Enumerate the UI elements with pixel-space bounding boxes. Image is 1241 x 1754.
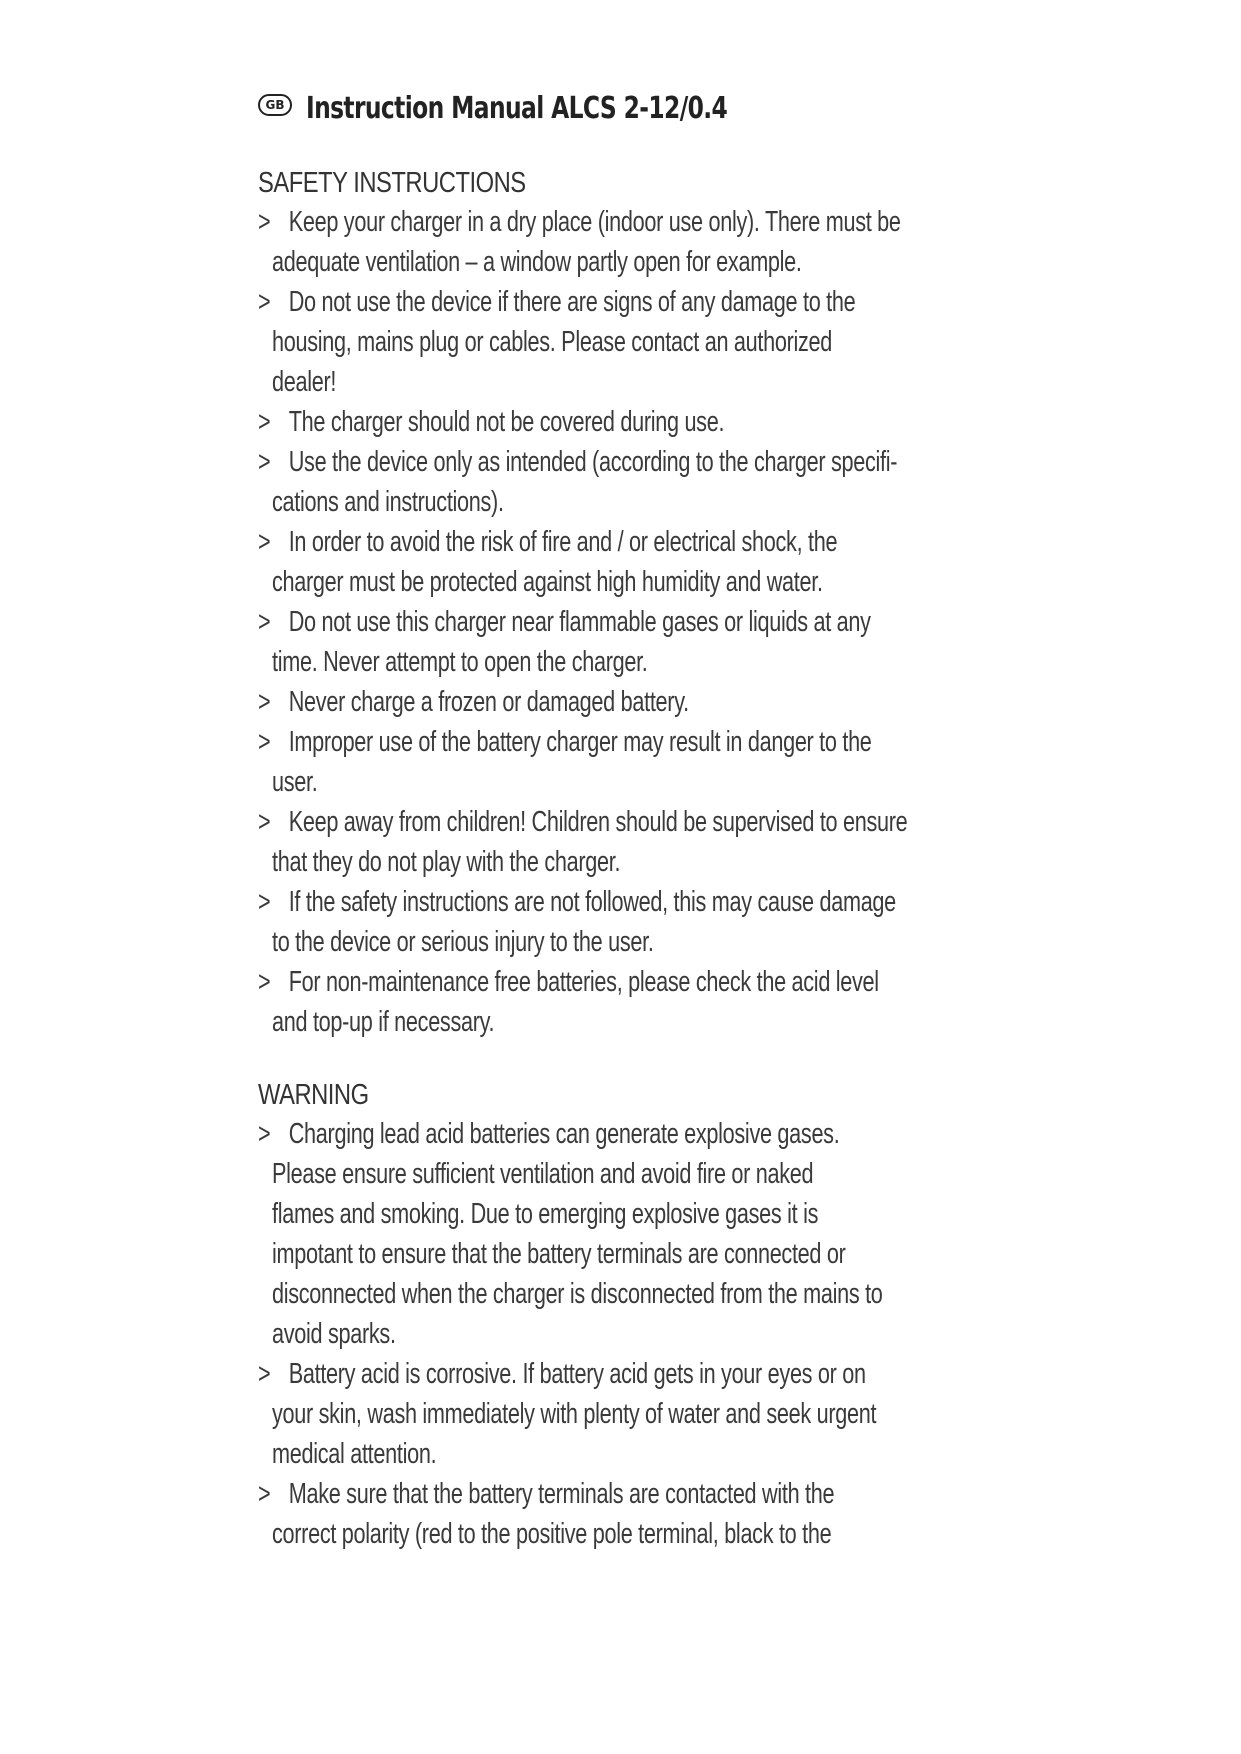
safety-item-line: Do not use this charger near flammable gases or liquids at any: [288, 606, 871, 638]
warning-item-3: [258, 1474, 1018, 1554]
safety-item-4: [258, 442, 1018, 522]
bullet-marker: >: [258, 206, 271, 238]
bullet-marker: >: [258, 806, 271, 838]
bullet-marker: >: [258, 1358, 271, 1390]
safety-item-line: For non-maintenance free batteries, please check the acid level: [288, 966, 879, 998]
bullet-marker: >: [258, 966, 271, 998]
safety-item-line: that they do not play with the charger.: [272, 846, 621, 878]
safety-instructions-heading: SAFETY INSTRUCTIONS: [258, 167, 526, 199]
title-row: [258, 88, 1018, 128]
warning-item-line: Please ensure sufficient ventilation and avoid fire or naked: [272, 1158, 814, 1190]
warning-heading: WARNING: [258, 1079, 369, 1111]
warning-item-line: Battery acid is corrosive. If battery acid gets in your eyes or on: [288, 1358, 866, 1390]
page-title: Instruction Manual ALCS 2-12/0.4: [306, 90, 728, 126]
safety-item-line: cations and instructions).: [272, 486, 504, 518]
safety-item-1: [258, 202, 1018, 282]
warning-item-line: medical attention.: [272, 1438, 437, 1470]
safety-item-line: time. Never attempt to open the charger.: [272, 646, 648, 678]
bullet-marker: >: [258, 286, 271, 318]
safety-item-line: The charger should not be covered during use.: [288, 406, 725, 438]
safety-item-line: adequate ventilation – a window partly open for example.: [272, 246, 802, 278]
warning-item-line: avoid sparks.: [272, 1318, 396, 1350]
warning-item-line: impotant to ensure that the battery terminals are connected or: [272, 1238, 846, 1270]
bullet-marker: >: [258, 686, 271, 718]
bullet-marker: >: [258, 1478, 271, 1510]
safety-item-10: [258, 882, 1018, 962]
warning-item-1: [258, 1114, 1018, 1354]
manual-page: [258, 88, 1018, 1554]
bullet-marker: >: [258, 606, 271, 638]
safety-item-8: [258, 722, 1018, 802]
warning-item-line: correct polarity (red to the positive pole terminal, black to the: [272, 1518, 832, 1550]
warning-item-line: your skin, wash immediately with plenty of water and seek urgent: [272, 1398, 877, 1430]
safety-item-line: to the device or serious injury to the user.: [272, 926, 654, 958]
warning-item-line: flames and smoking. Due to emerging explosive gases it is: [272, 1198, 819, 1230]
warning-item-2: [258, 1354, 1018, 1474]
safety-item-6: [258, 602, 1018, 682]
safety-item-line: Keep your charger in a dry place (indoor use only). There must be: [288, 206, 901, 238]
warning-item-line: Make sure that the battery terminals are contacted with the: [288, 1478, 835, 1510]
safety-item-line: and top-up if necessary.: [272, 1006, 495, 1038]
safety-item-line: In order to avoid the risk of fire and / or electrical shock, the: [288, 526, 838, 558]
safety-item-9: [258, 802, 1018, 882]
safety-item-line: Improper use of the battery charger may result in danger to the: [288, 726, 872, 758]
bullet-marker: >: [258, 1118, 271, 1150]
safety-item-line: Keep away from children! Children should be supervised to ensure: [288, 806, 908, 838]
safety-item-line: user.: [272, 766, 318, 798]
bullet-marker: >: [258, 886, 271, 918]
safety-item-2: [258, 282, 1018, 402]
safety-item-5: [258, 522, 1018, 602]
bullet-marker: >: [258, 526, 271, 558]
warning-item-line: Charging lead acid batteries can generate explosive gases.: [288, 1118, 840, 1150]
safety-item-3: [258, 402, 1018, 442]
safety-item-line: Never charge a frozen or damaged battery.: [288, 686, 689, 718]
safety-item-line: Use the device only as intended (according to the charger specifi-: [288, 446, 898, 478]
warning-list: [258, 1114, 1018, 1554]
safety-item-line: If the safety instructions are not followed, this may cause damage: [288, 886, 896, 918]
safety-instructions-list: [258, 202, 1018, 1042]
safety-item-line: dealer!: [272, 366, 337, 398]
safety-item-line: housing, mains plug or cables. Please contact an authorized: [272, 326, 833, 358]
safety-item-line: charger must be protected against high humidity and water.: [272, 566, 823, 598]
bullet-marker: >: [258, 406, 271, 438]
warning-item-line: disconnected when the charger is disconnected from the mains to: [272, 1278, 883, 1310]
bullet-marker: >: [258, 446, 271, 478]
safety-item-line: Do not use the device if there are signs of any damage to the: [288, 286, 856, 318]
bullet-marker: >: [258, 726, 271, 758]
gb-language-badge: GB: [258, 94, 292, 116]
safety-item-7: [258, 682, 1018, 722]
safety-item-11: [258, 962, 1018, 1042]
